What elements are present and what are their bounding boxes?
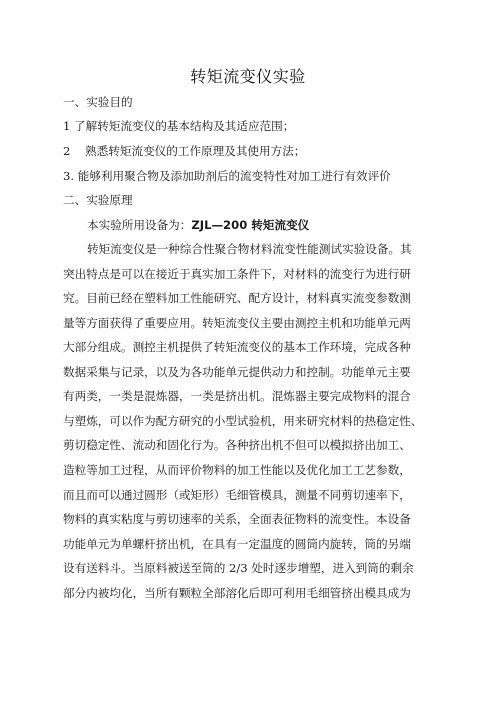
paragraph-line: 与塑炼，可以作为配方研究的小型试验机，用来研究材料的热稳定性、	[63, 413, 423, 428]
objective-item-1: 1 了解转矩流变仪的基本结构及其适应范围；	[63, 119, 295, 133]
section-heading-objectives: 一、实验目的	[63, 95, 133, 109]
paragraph-line: 物料的真实粘度与剪切速率的关系，全面表征物料的流变性。本设备	[63, 512, 411, 527]
paragraph-line: 设有送料斗。当原料被送至筒的 2/3 处时逐步增塑，进入到筒的剩余	[63, 561, 414, 576]
paragraph-line: 而且而可以通过圆形（或矩形）毛细管模具，测量不同剪切速率下，	[63, 487, 411, 502]
objective-item-3: 3. 能够利用聚合物及添加助剂后的流变特性对加工进行有效评价	[63, 169, 391, 183]
paragraph-line: 造粒等加工过程，从而评价物料的加工性能以及优化加工工艺参数，	[63, 462, 411, 477]
paragraph-line: 有两类，一类是混炼器，一类是挤出机。混炼器主要完成物料的混合	[63, 389, 411, 404]
paragraph-line: 大部分组成。测控主机提供了转矩流变仪的基本工作环境，完成各种	[63, 340, 411, 355]
paragraph-line: 究。目前已经在塑料加工性能研究、配方设计，材料真实流变参数测	[63, 291, 411, 306]
paragraph-line: 功能单元为单螺杆挤出机，在具有一定温度的圆筒内旋转，筒的另端	[63, 536, 411, 551]
objective-item-2: 2 熟悉转矩流变仪的工作原理及其使用方法；	[63, 144, 306, 158]
page-title: 转矩流变仪实验	[190, 67, 306, 86]
section-heading-principle: 二、实验原理	[63, 193, 133, 207]
paragraph-line: 数据采集与记录，以及为各功能单元提供动力和控制。功能单元主要	[63, 364, 411, 379]
paragraph-line: 部分内被均化，当所有颗粒全部溶化后即可利用毛细管挤出模具成为	[63, 585, 411, 600]
equipment-line	[87, 217, 309, 233]
paragraph-line: 转矩流变仪是一种综合性聚合物材料流变性能测试实验设备。其	[87, 242, 412, 256]
equipment-prefix: 本实验所用设备为：	[87, 218, 192, 232]
paragraph-line: 量等方面获得了重要应用。转矩流变仪主要由测控主机和功能单元两	[63, 315, 411, 330]
equipment-name: ZJL—200 转矩流变仪	[191, 218, 310, 232]
paragraph-line: 突出特点是可以在接近于真实加工条件下，对材料的流变行为进行研	[63, 266, 411, 281]
paragraph-line: 剪切稳定性、流动和固化行为。各种挤出机不但可以模拟挤出加工、	[63, 438, 411, 453]
